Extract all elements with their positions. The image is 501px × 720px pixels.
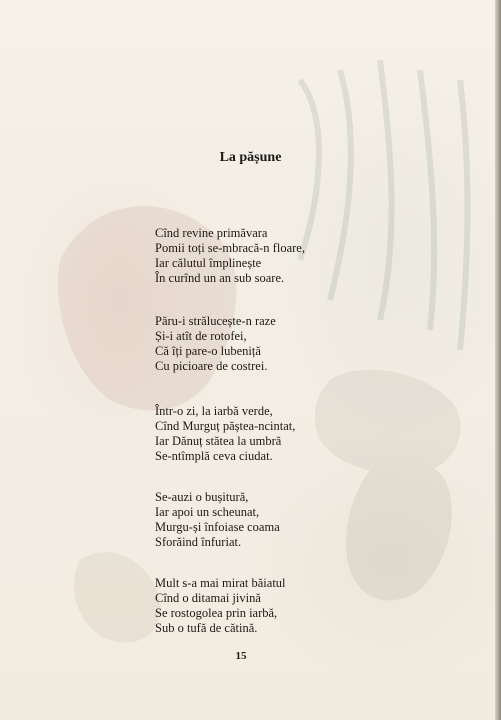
poem-line: Cînd o ditamai jivină — [155, 591, 261, 605]
poem-line: Cînd revine primăvara — [155, 226, 268, 240]
poem-line: Sub o tufă de cătină. — [155, 621, 258, 635]
stanza-2 — [155, 314, 276, 374]
poem-line: Mult s-a mai mirat băiatul — [155, 576, 286, 590]
poem-line: Iar Dănuț stătea la umbră — [155, 434, 282, 448]
poem-line: Murgu-și înfoiase coama — [155, 520, 280, 534]
stanza-1 — [155, 226, 305, 286]
page-edge-shadow — [495, 0, 501, 720]
poem-title: La pășune — [219, 150, 282, 165]
poem-line: Pomii toți se-mbracă-n floare, — [155, 241, 305, 255]
poem-line: Cu picioare de costrei. — [155, 359, 268, 373]
poem-line: Iar călutul împlinește — [155, 256, 262, 270]
poem-line: Cînd Murguț păștea-ncintat, — [155, 419, 296, 433]
poem-line: Păru-i strălucește-n raze — [155, 314, 276, 328]
poem-line: Se-ntîmplă ceva ciudat. — [155, 449, 273, 463]
page-number: 15 — [235, 650, 247, 662]
poem-line: Sforăind înfuriat. — [155, 535, 242, 549]
poem-line: Iar apoi un scheunat, — [155, 505, 260, 519]
stanza-5 — [155, 576, 286, 636]
stanza-4 — [155, 490, 280, 550]
poem-line: Se-auzi o bușitură, — [155, 490, 249, 504]
poem-line: În curînd un an sub soare. — [155, 271, 285, 285]
poem-line: Și-i atît de rotofei, — [155, 329, 247, 343]
stanza-3 — [155, 404, 295, 464]
poem-line: Că îți pare-o lubeniță — [155, 344, 261, 358]
poem-line: Se rostogolea prin iarbă, — [155, 606, 278, 620]
poem-line: Într-o zi, la iarbă verde, — [155, 404, 273, 418]
